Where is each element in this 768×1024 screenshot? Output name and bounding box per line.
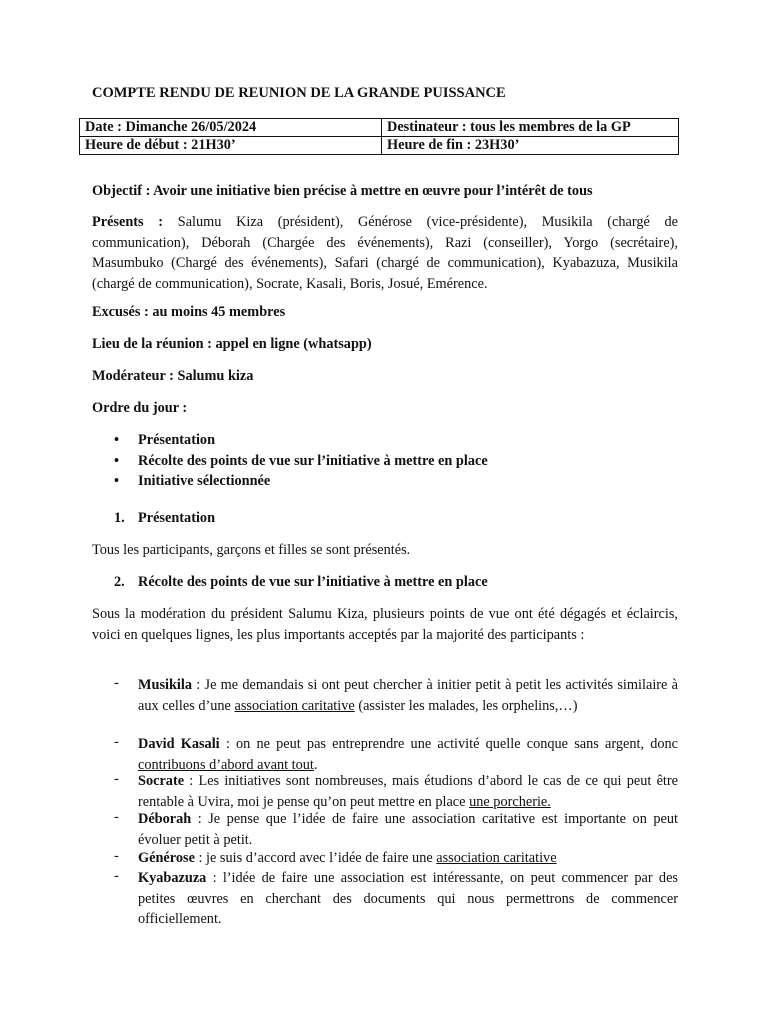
section-2-intro: Sous la modération du président Salumu Kiza, plusieurs points de vue ont été dégagés et éclaircis, voici en quelques lignes, les plus importants acceptés par la majorité des participants : [92,606,678,643]
document-title: COMPTE RENDU DE REUNION DE LA GRANDE PUISSANCE [92,85,506,101]
attendees-list: Salumu Kiza (président), Générose (vice-présidente), Musikila (chargé de communication), Déborah (Chargée des événements), Razi (conseiller), Yorgo (secrétaire), Masumbuko (Chargé des événements), Safari (chargé de communication), Kyabazuza, Musikila (chargé de communication), Socrate, Kasali, Boris, Josué, Emérence. [92,214,678,293]
meeting-start-time: Heure de début : 21H30’ [80,137,382,155]
meeting-info-table [79,118,679,155]
bullet-icon: • [114,452,120,469]
attendees-label: Présents : [92,214,164,230]
section-1-text: Tous les participants, garçons et filles se sont présentés. [92,542,411,558]
dash-bullet: - [114,868,119,884]
section-1-heading: 1. Présentation [114,510,216,526]
agenda-list [114,430,488,492]
agenda-item: • Initiative sélectionnée [114,471,488,492]
meeting-recipients: Destinateur : tous les membres de la GP [382,119,679,137]
dash-bullet: - [114,848,119,864]
agenda-heading: Ordre du jour : [92,400,188,416]
moderator: Modérateur : Salumu kiza [92,368,254,384]
dash-bullet: - [114,771,119,787]
bullet-icon: • [114,432,120,448]
attendees-paragraph [92,212,678,295]
objective: Objectif : Avoir une initiative bien précise à mettre en œuvre pour l’intérêt de tous [92,183,593,199]
meeting-date: Date : Dimanche 26/05/2024 [80,119,382,137]
meeting-location: Lieu de la réunion : appel en ligne (whatsapp) [92,336,372,352]
dash-bullet: - [114,675,119,691]
dash-bullet: - [114,809,119,825]
section-2-heading: 2. Récolte des points de vue sur l’initiative à mettre en place [114,574,488,590]
agenda-item: • Présentation [114,430,488,451]
bullet-icon: • [114,473,120,490]
meeting-end-time: Heure de fin : 23H30’ [382,137,679,155]
dash-bullet: - [114,734,119,750]
excused-line: Excusés : au moins 45 membres [92,304,286,320]
agenda-item: • Récolte des points de vue sur l’initiative à mettre en place [114,451,488,472]
